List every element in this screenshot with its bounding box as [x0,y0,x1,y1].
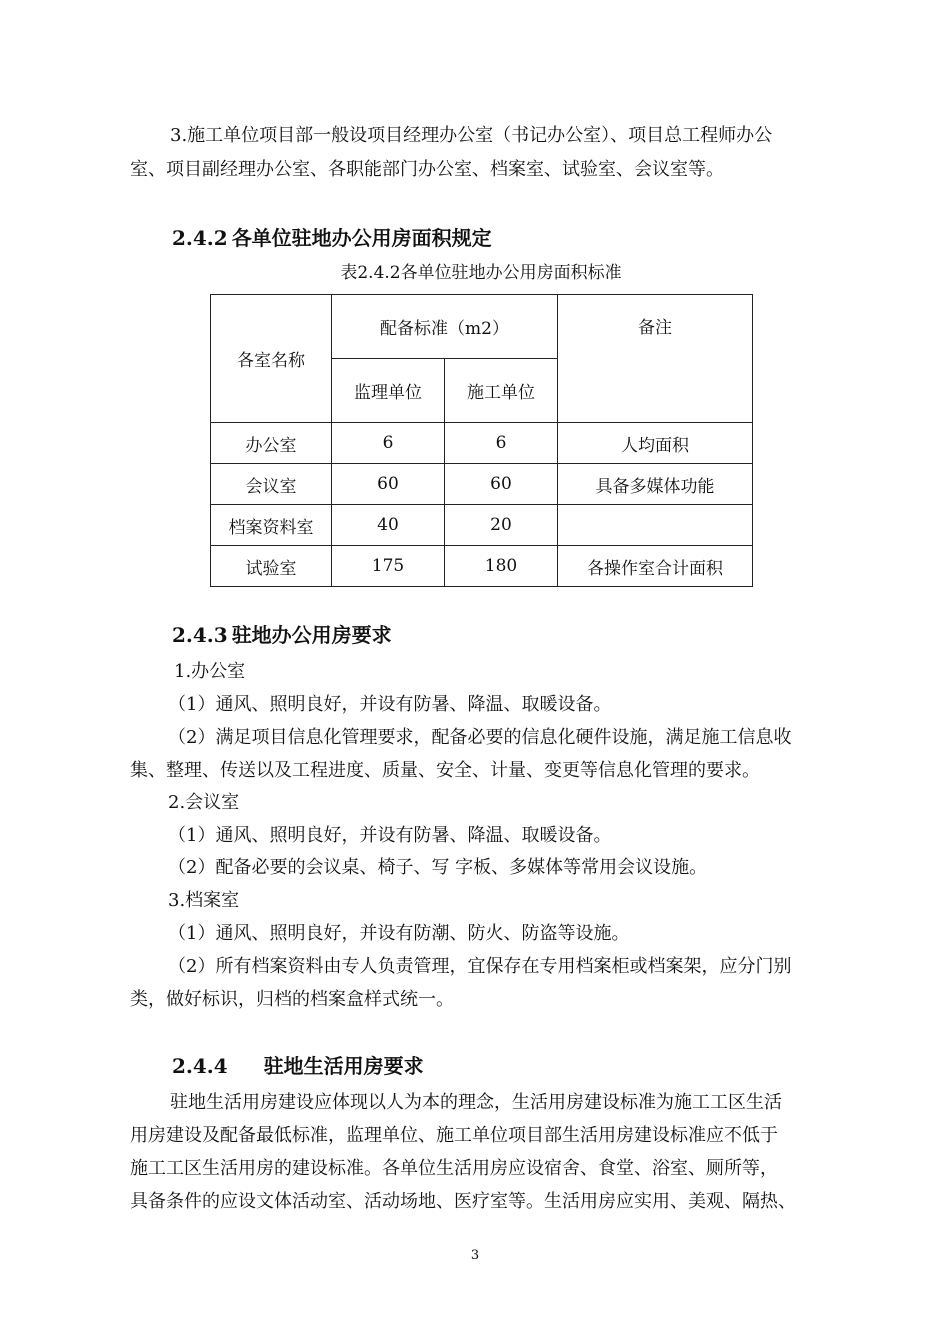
paragraph-line: （1）通风、照明良好，并设有防潮、防火、防盗等设施。 [168,923,630,944]
cell-remark: 具备多媒体功能 [558,464,753,505]
header-remark: 备注 [558,295,753,423]
section-242-heading [172,224,492,252]
cell-supervision: 60 [332,464,445,505]
paragraph-line: 施工工区生活用房的建设标准。各单位生活用房应设宿舍、食堂、浴室、厕所等， [130,1158,778,1179]
paragraph-line: 驻地生活用房建设应体现以人为本的理念，生活用房建设标准为施工工区生活 [170,1092,782,1113]
section-242-title: 各单位驻地办公用房面积规定 [231,226,492,250]
cell-room-name: 档案资料室 [211,505,332,546]
page-number: 3 [470,1248,480,1263]
paragraph-line: （1）通风、照明良好，并设有防暑、降温、取暖设备。 [168,825,612,846]
sub-heading-archive-room: 3.档案室 [168,890,240,911]
cell-construction: 20 [445,505,558,546]
area-standard-table [210,294,753,587]
section-242-number: 2.4.2 [172,226,228,250]
section-244-title: 驻地生活用房要求 [263,1054,424,1078]
cell-remark: 各操作室合计面积 [558,546,753,587]
header-construction: 施工单位 [445,359,558,423]
table-row [211,505,753,546]
table-row [211,464,753,505]
table-caption: 表2.4.2各单位驻地办公用房面积标准 [340,263,622,283]
section-243-number: 2.4.3 [172,623,228,647]
header-supervision: 监理单位 [332,359,445,423]
table-header-row [211,295,753,359]
cell-remark: 人均面积 [558,423,753,464]
header-standard: 配备标准（m2） [332,295,558,359]
cell-construction: 6 [445,423,558,464]
cell-room-name: 办公室 [211,423,332,464]
table-row [211,546,753,587]
cell-construction: 60 [445,464,558,505]
cell-supervision: 6 [332,423,445,464]
section-243-title: 驻地办公用房要求 [231,623,392,647]
cell-supervision: 40 [332,505,445,546]
paragraph-line: （2）满足项目信息化管理要求，配备必要的信息化硬件设施，满足施工信息收 [168,727,792,748]
paragraph-line: （2）所有档案资料由专人负责管理，宜保存在专用档案柜或档案架，应分门别 [168,956,792,977]
sub-heading-meeting-room: 2.会议室 [168,792,240,813]
table-row [211,423,753,464]
paragraph-line: （1）通风、照明良好，并设有防暑、降温、取暖设备。 [168,694,612,715]
cell-supervision: 175 [332,546,445,587]
paragraph-line: （2）配备必要的会议桌、椅子、写 字板、多媒体等常用会议设施。 [168,857,708,878]
cell-room-name: 试验室 [211,546,332,587]
intro-line-2: 室、项目副经理办公室、各职能部门办公室、档案室、试验室、会议室等。 [130,159,724,180]
paragraph-line: 集、整理、传送以及工程进度、质量、安全、计量、变更等信息化管理的要求。 [130,760,760,781]
cell-construction: 180 [445,546,558,587]
cell-room-name: 会议室 [211,464,332,505]
paragraph-line: 具备条件的应设文体活动室、活动场地、医疗室等。生活用房应实用、美观、隔热、 [130,1191,796,1212]
paragraph-line: 类，做好标识，归档的档案盒样式统一。 [130,989,454,1010]
section-244-number: 2.4.4 [172,1054,228,1078]
intro-line-1: 3.施工单位项目部一般设项目经理办公室（书记办公室）、项目总工程师办公 [170,125,773,146]
sub-heading-office: 1.办公室 [174,661,246,682]
section-244-heading [172,1052,424,1080]
header-room-name: 各室名称 [211,295,332,423]
paragraph-line: 用房建设及配备最低标准，监理单位、施工单位项目部生活用房建设标准应不低于 [130,1125,778,1146]
cell-remark [558,505,753,546]
section-243-heading [172,621,392,649]
